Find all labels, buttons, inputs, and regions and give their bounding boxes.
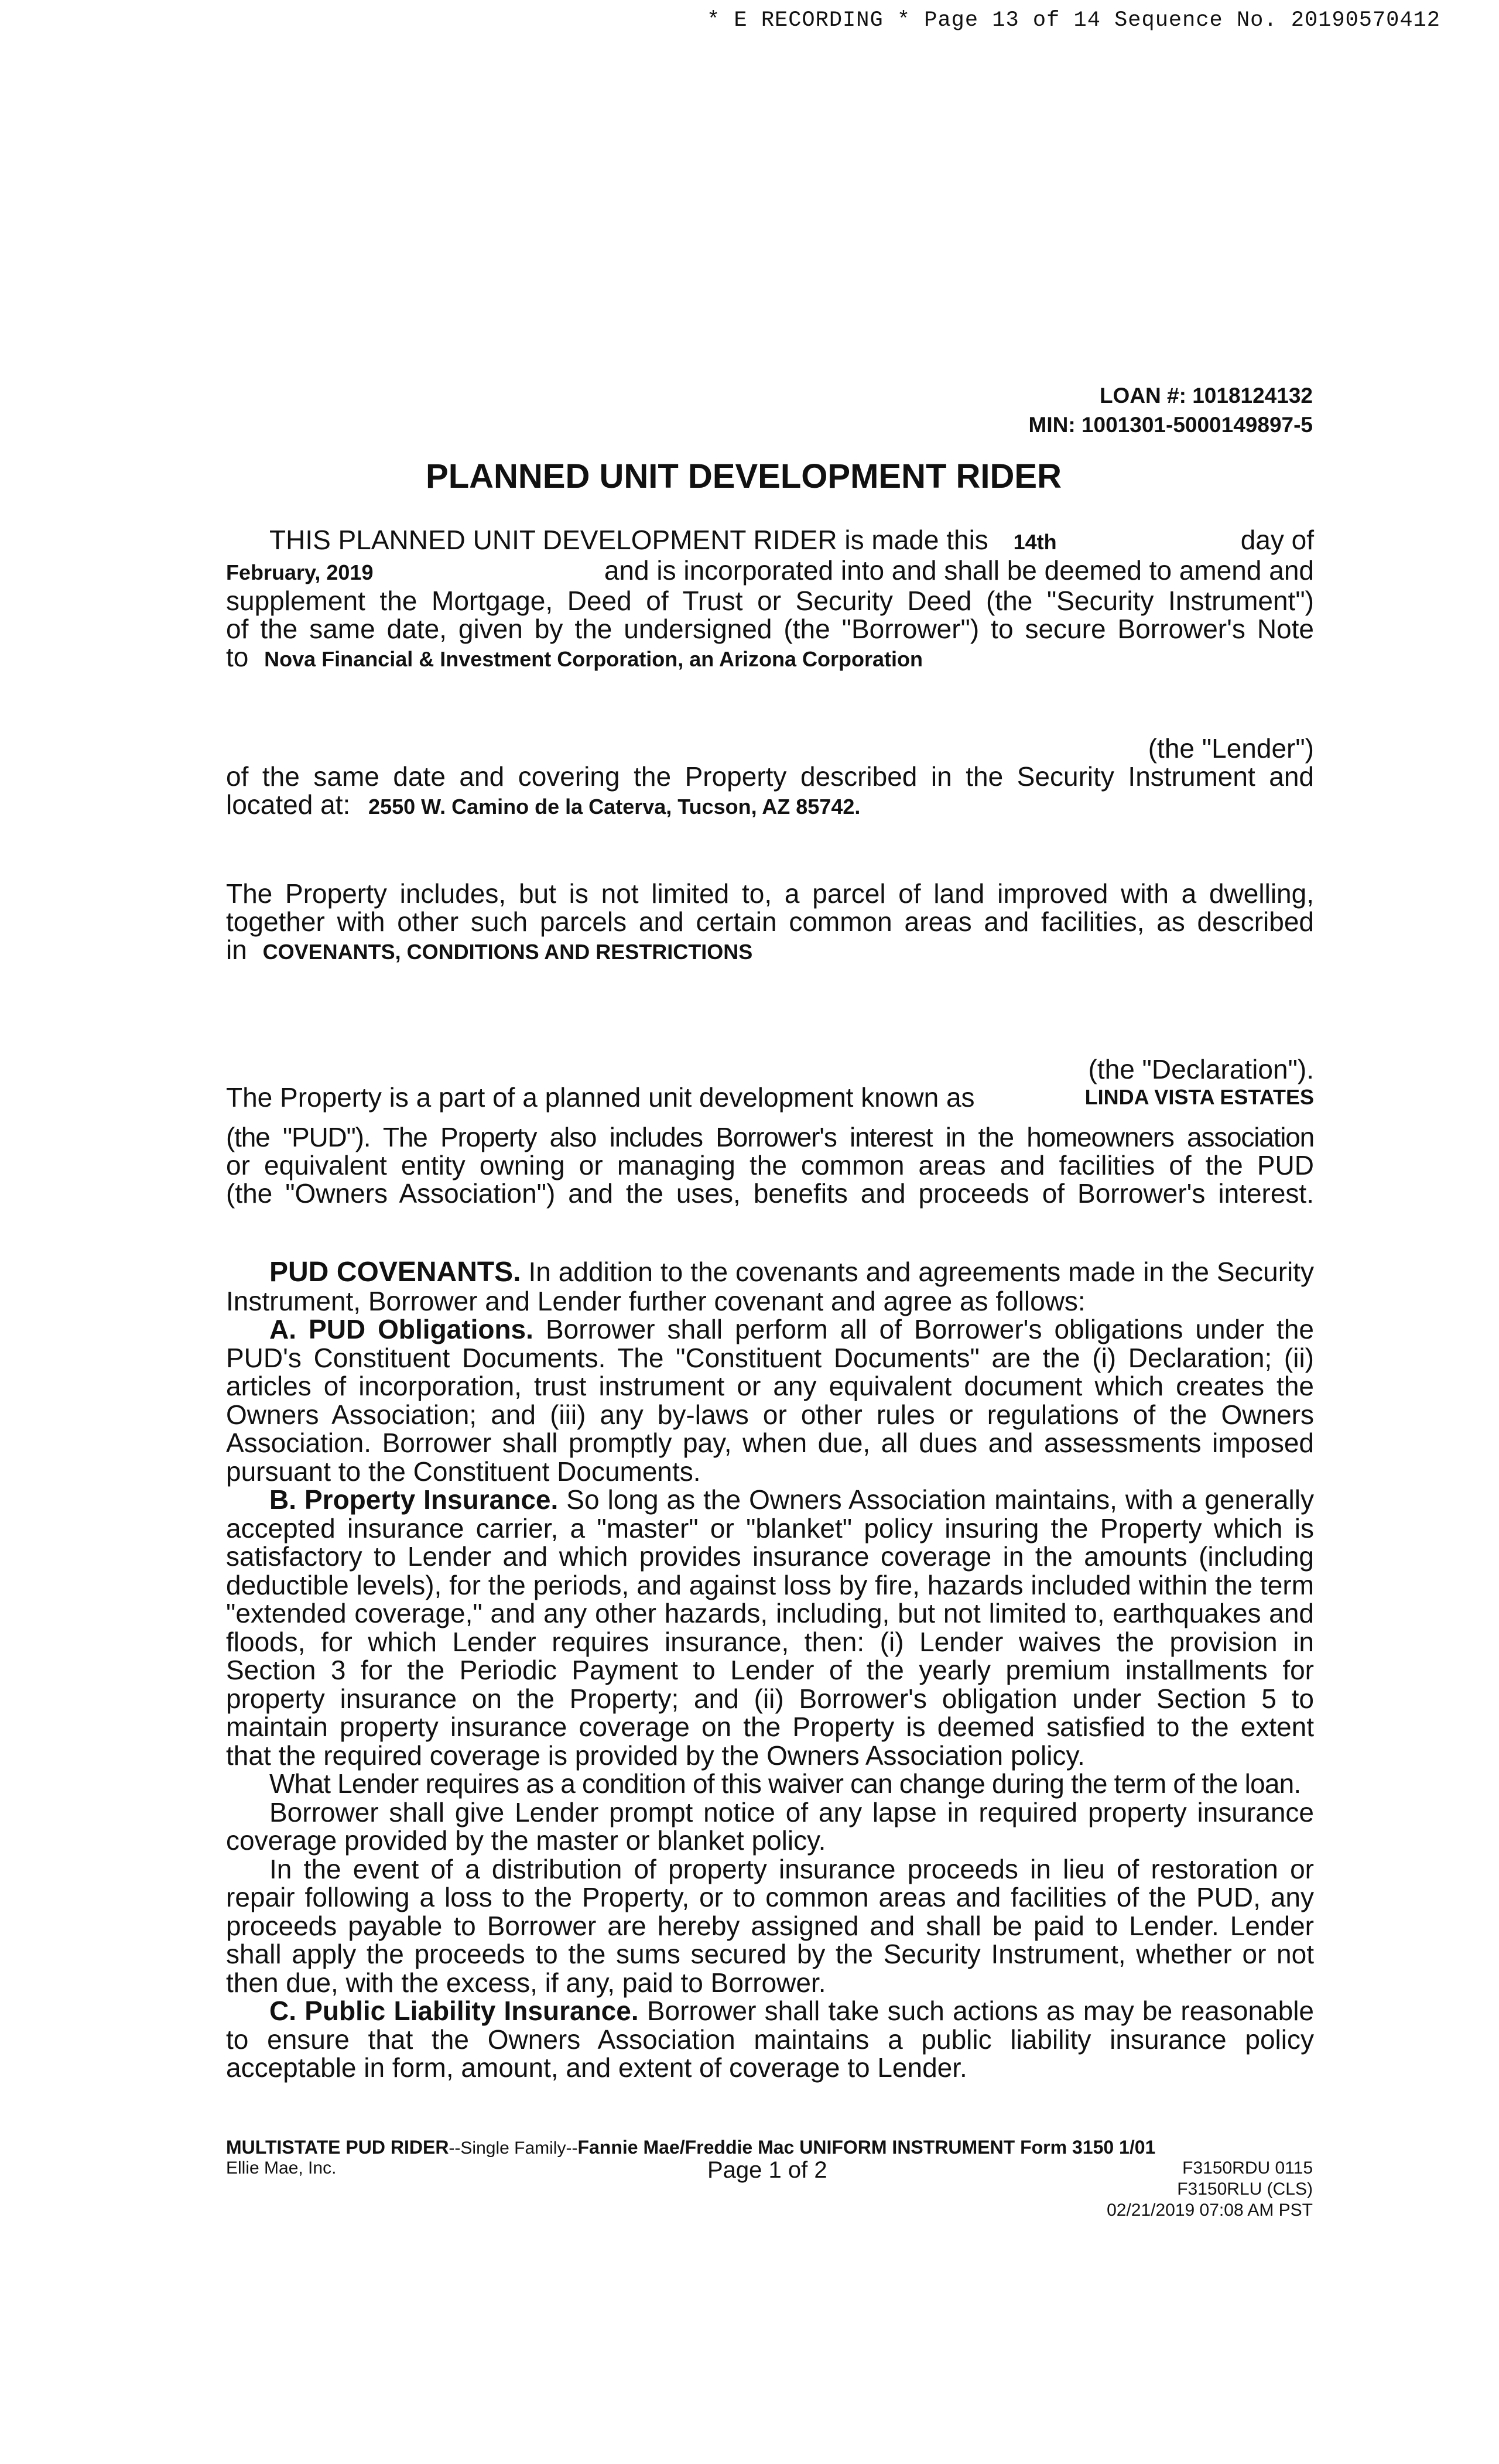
form-code-2: F3150RLU (CLS) [1177,2179,1313,2199]
covenants-intro: In addition to the covenants and agreements made in the Security Instrument, Borrower and Lender further covenant and agree as follows: [226,1257,1315,1316]
section-b-distribution: In the event of a distribution of property insurance proceeds in lieu of restoration or repair following a loss to the Property, or to common areas and facilities of the PUD, any proceeds payable to Borrower are hereby assigned and shall be paid to Lender. Lender shall apply the proceeds to the sums secured by the Security Instrument, whether or not then due, with the excess, if any, paid to Borrower. [226,1853,1314,1998]
covenants-document: COVENANTS, CONDITIONS AND RESTRICTIONS [262,940,753,964]
pud-name: LINDA VISTA ESTATES [1084,1085,1314,1109]
section-b-notice: Borrower shall give Lender prompt notice of any lapse in required property insurance coverage provided by the master or blanket policy. [226,1796,1314,1856]
declaration-line2: (the "PUD"). The Property also includes Borrower's interest in the homeowners association [226,1122,1314,1152]
section-c-heading: C. Public Liability Insurance. [269,1996,639,2026]
lender-name: Nova Financial & Investment Corporation, an Arizona Corporation [264,647,923,671]
lender-line1: of the same date and covering the Property described in the Security Instrument and [226,761,1314,792]
rider-day: 14th [1013,530,1057,554]
declaration-paragraph [226,1055,1314,1207]
intro-line4: of the same date, given by the undersigned (the "Borrower") to secure Borrower's Note [226,614,1314,644]
section-b-heading: B. Property Insurance. [269,1484,559,1515]
print-timestamp: 02/21/2019 07:08 AM PST [1107,2201,1313,2220]
section-b-waiver: What Lender requires as a condition of this waiver can change during the term of the loan. [269,1768,1301,1799]
loan-number: LOAN #: 1018124132 [1099,384,1313,408]
property-paragraph [226,879,1314,966]
form-line-a: MULTISTATE PUD RIDER [226,2137,449,2158]
page-number: Page 1 of 2 [707,2157,827,2183]
rider-month-year: February, 2019 [226,560,374,584]
recording-header: * E RECORDING * Page 13 of 14 Sequence No. 20190570412 [707,8,1440,33]
property-line2: together with other such parcels and certain common areas and facilities, as described [226,906,1314,937]
property-in: in [226,935,247,965]
intro-line1: THIS PLANNED UNIT DEVELOPMENT RIDER is made this [269,525,988,555]
intro-to: to [226,642,249,672]
pud-line: The Property is a part of a planned unit development known as [226,1082,975,1113]
intro-paragraph [226,526,1314,673]
property-address: 2550 W. Camino de la Caterva, Tucson, AZ 85742. [368,795,861,819]
covenants-heading: PUD COVENANTS. [269,1257,521,1288]
min-number: MIN: 1001301-5000149897-5 [1028,413,1313,437]
section-a-heading: A. PUD Obligations. [269,1314,533,1344]
located-at: located at: [226,789,351,820]
declaration-line4: (the "Owners Association") and the uses, benefits and proceeds of Borrower's interest. [226,1178,1314,1209]
company-name: Ellie Mae, Inc. [226,2158,337,2178]
section-a-text: Borrower shall perform all of Borrower's obligations under the PUD's Constituent Documents. The "Constituent Documents" are the (i) Declaration; (ii) articles of incorporation, trust instrument or any equivalent document which creates the Owners Association; and (iii) any by-laws or other rules or regulations of the Owners Association. Borrower shall promptly pay, when due, all dues and assessments imposed pursuant to the Constituent Documents. [226,1314,1315,1487]
day-of: day of [1240,525,1314,555]
declaration-line3: or equivalent entity owning or managing the common areas and facilities of the PUD [226,1150,1314,1180]
intro-line3: supplement the Mortgage, Deed of Trust or Security Deed (the "Security Instrument") [226,586,1314,616]
document-title: PLANNED UNIT DEVELOPMENT RIDER [426,457,1062,495]
form-line-b: --Single Family-- [449,2138,578,2158]
lender-paragraph [226,734,1314,821]
the-lender: (the "Lender") [1148,733,1314,764]
section-c-text: Borrower shall take such actions as may be reasonable to ensure that the Owners Association maintains a public liability insurance policy acceptable in form, amount, and extent of coverage to Lender. [226,1996,1315,2083]
property-line1: The Property includes, but is not limited to, a parcel of land improved with a dwelling, [226,878,1314,909]
form-line-c: Fannie Mae/Freddie Mac UNIFORM INSTRUMENT Form 3150 1/01 [577,2137,1156,2158]
intro-line2: and is incorporated into and shall be deemed to amend and [604,555,1314,586]
section-b-text: So long as the Owners Association maintains, with a generally accepted insurance carrier, a "master" or "blanket" policy insuring the Property which is satisfactory to Lender and which provides insurance coverage in the amounts (including deductible levels), for the periods, and against loss by fire, hazards included within the term "extended coverage," and any other hazards, including, but not limited to, earthquakes and floods, for which Lender requires insurance, then: (i) Lender waives the provision in Section 3 for the Periodic Payment to Lender of the yearly premium installments for property insurance on the Property; and (ii) Borrower's obligation under Section 5 to maintain property insurance coverage on the Property is deemed satisfied to the extent that the required coverage is provided by the Owners Association policy. [226,1484,1314,1771]
form-code-1: F3150RDU 0115 [1182,2158,1313,2178]
the-declaration: (the "Declaration"). [1088,1054,1314,1084]
form-identifier [226,2137,1155,2158]
covenants-section [226,1258,1314,2082]
